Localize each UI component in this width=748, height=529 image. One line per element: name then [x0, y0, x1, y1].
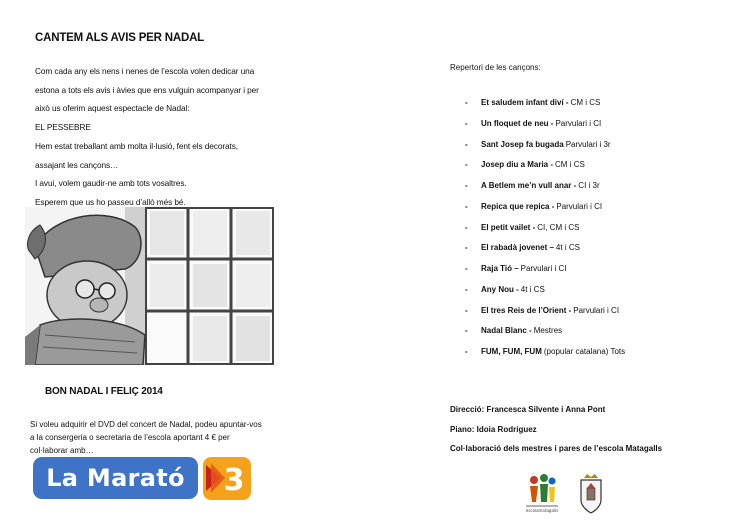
- list-item: - Repica que repica - Parvulari i CI: [465, 201, 603, 211]
- song-title: Raja Tió –: [481, 264, 519, 273]
- song-title: Any Nou -: [481, 284, 519, 294]
- song-performers: Parvulari i CI: [555, 118, 602, 128]
- song-title: Un floquet de neu -: [481, 118, 554, 128]
- school-children-logo: [522, 472, 562, 516]
- la-marato-label: La Marató: [46, 464, 185, 492]
- credit-direction: Direcció: Francesca Silvente i Anna Pont: [450, 405, 606, 414]
- list-item: - Any Nou - 4t i CS: [465, 284, 545, 294]
- song-performers: CM i CS: [570, 98, 601, 107]
- list-item: - El tres Reis de l’Orient - Parvulari i CI: [465, 305, 620, 315]
- song-performers: 4t i CS: [555, 243, 580, 253]
- song-performers: 4t i CS: [520, 284, 545, 294]
- dvd-line: a la consergeria o secretaria de l’escola aportant 4 € per: [30, 433, 230, 442]
- list-item: - A Betlem me’n vull anar - CI i 3r: [465, 181, 600, 190]
- elderly-man-at-window-illustration: [25, 207, 274, 365]
- list-item: - Un floquet de neu - Parvulari i CI: [465, 118, 602, 128]
- intro-line: estona a tots els avis i àvies que ens vulguin acompanyar i per: [35, 84, 259, 95]
- song-title: El petit vailet -: [481, 222, 536, 232]
- intro-line: Com cada any els nens i nenes de l’escola volen dedicar una: [35, 66, 255, 76]
- song-performers: CM i CS: [555, 160, 585, 170]
- list-item: - Sant Josep fa bugada Parvulari i 3r: [465, 139, 611, 149]
- repertoire-heading: Repertori de les cançons:: [450, 63, 541, 72]
- song-title: Et saludem infant diví -: [481, 98, 569, 107]
- intro-line: Esperem que us ho passeu d’allò més bé.: [35, 196, 186, 207]
- intro-line: Hem estat treballant amb molta il·lusió, fent els decorats,: [35, 140, 238, 151]
- list-item: - El petit vailet - CI, CM i CS: [465, 222, 580, 232]
- school-logo-text: escolamatagalls: [525, 508, 559, 513]
- song-performers: Parvulari i CI: [556, 201, 603, 211]
- song-performers: Mestres: [533, 326, 563, 336]
- intro-line: I avui, volem gaudir-ne amb tots vosaltres.: [35, 178, 187, 189]
- list-item: - FUM, FUM, FUM (popular catalana) Tots: [465, 347, 626, 356]
- list-item: - Raja Tió – Parvulari i CI: [465, 264, 567, 273]
- song-performers: Parvulari i CI: [520, 264, 567, 273]
- page-title: CANTEM ALS AVIS PER NADAL: [35, 32, 204, 44]
- dvd-line: Si voleu adquirir el DVD del concert de Nadal, podeu apuntar-vos: [30, 420, 262, 429]
- song-title: Josep diu a Maria -: [481, 160, 554, 170]
- tv3-number: 3: [223, 463, 245, 498]
- list-item: - Josep diu a Maria - CM i CS: [465, 160, 585, 170]
- song-title: FUM, FUM, FUM: [481, 347, 542, 356]
- dvd-line: col·laborar amb…: [30, 446, 94, 455]
- credit-collaboration: Col·laboració dels mestres i pares de l’escola Matagalls: [450, 444, 663, 453]
- song-title: Nadal Blanc -: [481, 326, 532, 336]
- song-performers: (popular catalana) Tots: [543, 347, 626, 356]
- intro-text: [35, 62, 325, 212]
- list-item: - Nadal Blanc - Mestres: [465, 326, 563, 336]
- song-list: [465, 98, 625, 368]
- intro-line: assajant les cançons…: [35, 159, 119, 170]
- song-title: El tres Reis de l’Orient -: [481, 305, 572, 315]
- song-performers: Parvulari i CI: [573, 305, 620, 315]
- song-performers: CI i 3r: [578, 181, 600, 190]
- song-title: A Betlem me’n vull anar -: [481, 181, 577, 190]
- song-title: Repica que repica -: [481, 201, 555, 211]
- song-performers: CI, CM i CS: [537, 222, 580, 232]
- la-marato-logo: [33, 457, 198, 499]
- dvd-info-text: [30, 418, 320, 457]
- greeting-heading: BON NADAL I FELIÇ 2014: [45, 386, 163, 397]
- list-item: - Et saludem infant diví - CM i CS: [465, 98, 601, 107]
- song-title: Sant Josep fa bugada: [481, 139, 564, 149]
- list-item: - El rabadà jovenet – 4t i CS: [465, 243, 580, 253]
- intro-line: això us oferim aquest espectacle de Nadal:: [35, 103, 190, 114]
- intro-line: EL PESSEBRE: [35, 122, 91, 133]
- song-performers: Parvulari i 3r: [565, 139, 611, 149]
- credit-piano: Piano: Idoia Rodríguez: [450, 424, 537, 434]
- song-title: El rabadà jovenet –: [481, 243, 554, 253]
- credits: [450, 405, 662, 464]
- tv3-logo-icon: [203, 457, 251, 500]
- city-coat-of-arms-icon: [578, 472, 604, 516]
